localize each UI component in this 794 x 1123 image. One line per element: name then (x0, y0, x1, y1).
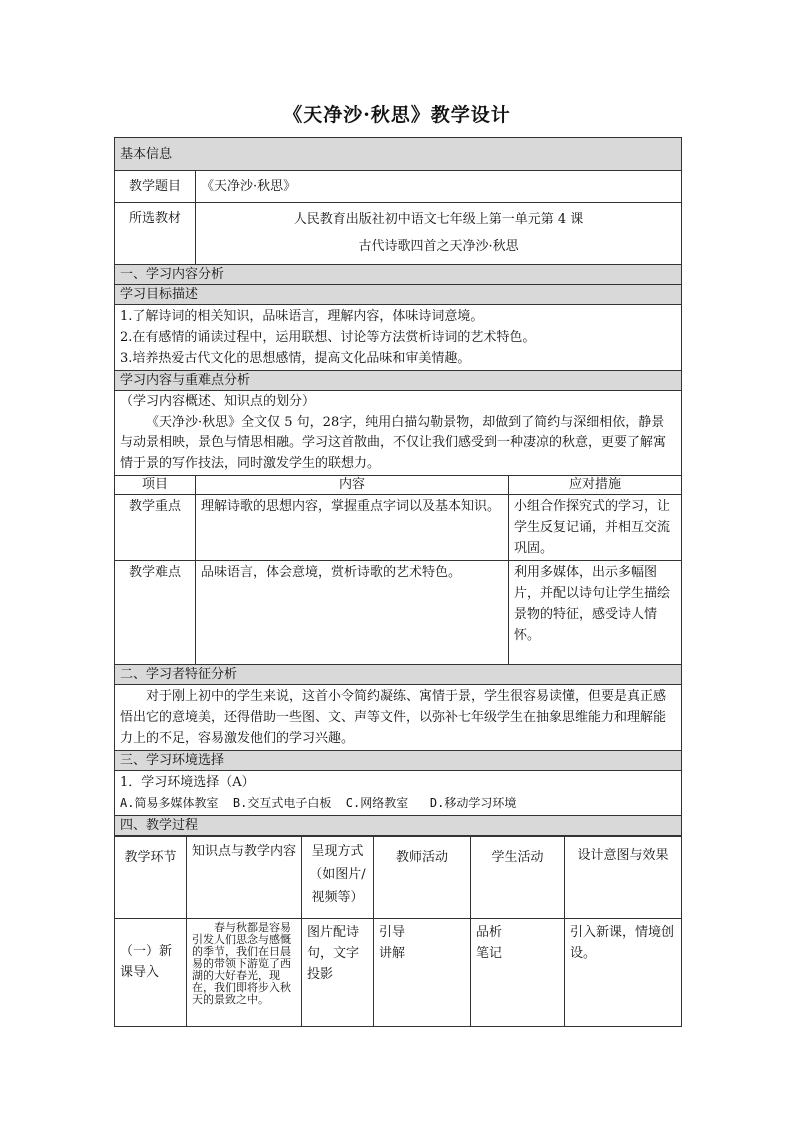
knowledge-cell: 春与秋都是容易引发人们思念与感慨的季节，我们在日晨易的带领下游览了西湖的大好春光，现在，我们即将步入秋天的景致之中。 (187, 919, 302, 1027)
key-intro: （学习内容概述、知识点的划分） (120, 394, 316, 409)
environment-options: A.简易多媒体教室 B.交互式电子白板 C.网络教室 D.移动学习环境 (120, 796, 517, 810)
process-header: 四、教学过程 (115, 816, 682, 836)
stage-cell: （一）新课导入 (115, 919, 187, 1027)
content-analysis-header: 一、学习内容分析 (115, 265, 682, 285)
student-activity: 笔记 (476, 946, 503, 961)
environment-choice: 1．学习环境选择（A） (120, 775, 255, 790)
material-line-1: 人民教育出版社初中语文七年级上第一单元第 4 课 (293, 212, 584, 227)
presentation-cell: 图片配诗句，文字投影 (302, 919, 374, 1027)
goals-header: 学习目标描述 (115, 285, 682, 305)
teacher-activity: 讲解 (379, 946, 406, 961)
col-header-content: 内容 (196, 476, 509, 495)
topic-label: 教学题目 (115, 171, 196, 203)
page-title: 《天净沙·秋思》教学设计 (283, 104, 511, 126)
environment-header: 三、学习环境选择 (115, 751, 682, 771)
teacher-activity: 引导 (379, 925, 406, 940)
intent-cell: 引入新课，情境创设。 (565, 919, 682, 1027)
goal-item: 1.了解诗词的相关知识，品味语言，理解内容，体味诗词意境。 (120, 309, 484, 324)
key-analysis-header: 学习内容与重难点分析 (115, 371, 682, 391)
col-header-item: 项目 (115, 476, 196, 495)
key-row-item: 教学重点 (115, 495, 196, 561)
col-stage: 教学环节 (115, 837, 187, 919)
environment-text (115, 771, 682, 816)
goals-list (115, 305, 682, 371)
basic-info-header: 基本信息 (115, 138, 682, 171)
difficulty-row-item: 教学难点 (115, 561, 196, 665)
col-presentation: 呈现方式（如图片/视频等） (302, 837, 374, 919)
topic-value: 《天净沙·秋思》 (196, 171, 682, 203)
key-row-measure: 小组合作探究式的学习，让学生反复记诵，并相互交流巩固。 (509, 495, 682, 561)
col-knowledge: 知识点与教学内容 (187, 837, 302, 919)
difficulty-row-measure: 利用多媒体，出示多幅图片，并配以诗句让学生描绘景物的特征，感受诗人情怀。 (509, 561, 682, 665)
col-intent: 设计意图与效果 (565, 837, 682, 919)
material-value (196, 203, 682, 265)
col-header-measure: 应对措施 (509, 476, 682, 495)
student-cell (471, 919, 565, 1027)
material-line-2: 古代诗歌四首之天净沙·秋思 (358, 239, 519, 254)
key-analysis-text (115, 391, 682, 476)
design-table (114, 137, 682, 836)
goal-item: 3.培养热爱古代文化的思想感情，提高文化品味和审美情趣。 (120, 351, 471, 366)
key-paragraph: 《天净沙·秋思》全文仅 5 句，28字，纯用白描勾勒景物，却做到了简约与深细相依，静景与动景相映，景色与情思相融。学习这首散曲，不仅让我们感受到一种凄凉的秋意，更要了解寓情于景的写作技法，同时激发学生的联想力。 (120, 414, 667, 471)
key-row-content: 理解诗歌的思想内容，掌握重点字词以及基本知识。 (196, 495, 509, 561)
goal-item: 2.在有感情的诵读过程中，运用联想、讨论等方法赏析诗词的艺术特色。 (120, 330, 536, 345)
learner-text: 对于刚上初中的学生来说，这首小令简约凝练、寓情于景，学生很容易读懂，但要是真正感悟出它的意境美，还得借助一些图、文、声等文件，以弥补七年级学生在抽象思维能力和理解能力上的不足，容易激发他们的学习兴趣。 (115, 685, 682, 751)
process-table (114, 836, 682, 1027)
student-activity: 品析 (476, 925, 503, 940)
col-student: 学生活动 (471, 837, 565, 919)
learner-header: 二、学习者特征分析 (115, 665, 682, 685)
difficulty-row-content: 品味语言，体会意境，赏析诗歌的艺术特色。 (196, 561, 509, 665)
teacher-cell (374, 919, 471, 1027)
material-label: 所选教材 (115, 203, 196, 265)
col-teacher: 教师活动 (374, 837, 471, 919)
